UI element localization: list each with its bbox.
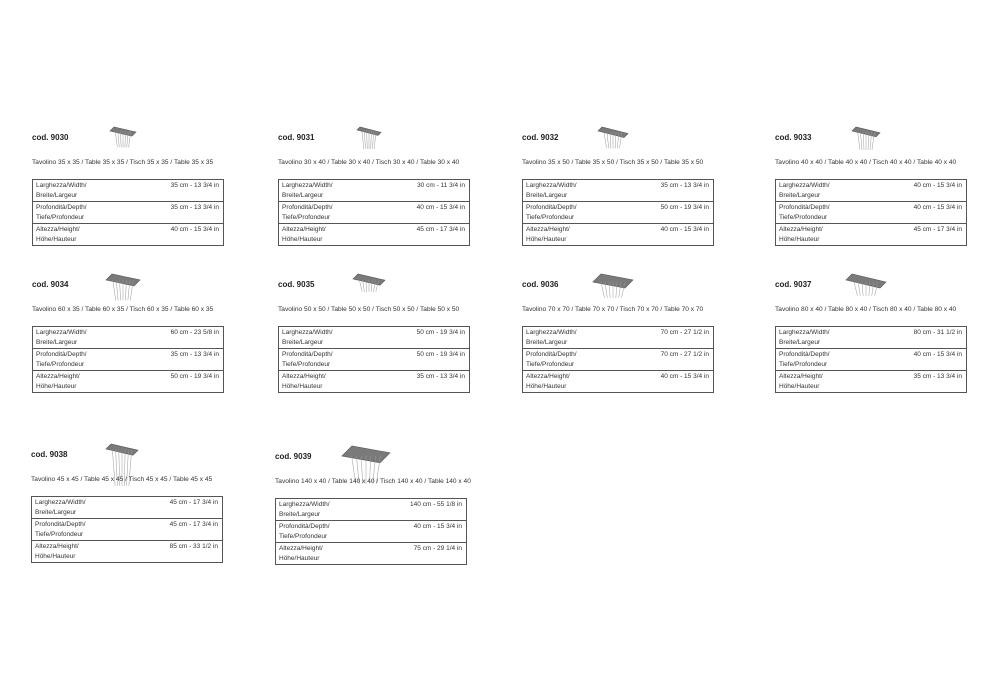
dimension-label	[779, 181, 830, 201]
dimension-label	[279, 500, 330, 520]
table-leg-line	[863, 132, 864, 150]
product-title: Tavolino 70 x 70 / Table 70 x 70 / Tisch 70 x 70 / Table 70 x 70	[522, 306, 704, 313]
dimension-label-line1: Profondità/Depth/	[282, 351, 333, 358]
dimension-row	[279, 327, 469, 349]
dimension-label	[36, 350, 87, 370]
dimension-label-line2: Breite/Largeur	[36, 192, 78, 199]
dimension-label-line1: Altezza/Height/	[779, 373, 823, 380]
dimension-row	[776, 349, 966, 371]
dimension-label-line1: Profondità/Depth/	[36, 351, 87, 358]
dimension-label-line1: Larghezza/Width/	[35, 499, 86, 506]
product-code: cod. 9037	[775, 280, 812, 289]
dimension-value: 40 cm - 15 3/4 in	[913, 351, 962, 358]
dimension-label-line2: Tiefe/Profondeur	[279, 533, 328, 540]
dimension-row	[32, 497, 222, 519]
dimension-label	[526, 328, 577, 348]
dimensions-table	[31, 496, 223, 563]
dimension-row	[776, 327, 966, 349]
dimension-value: 35 cm - 13 3/4 in	[170, 351, 219, 358]
dimension-label-line1: Altezza/Height/	[282, 226, 326, 233]
dimension-row	[279, 224, 469, 245]
dimension-label	[282, 350, 333, 370]
dimension-label	[779, 203, 830, 223]
dimension-label-line1: Altezza/Height/	[526, 373, 570, 380]
dimension-value: 35 cm - 13 3/4 in	[660, 182, 709, 189]
dimension-label-line1: Larghezza/Width/	[282, 182, 333, 189]
dimension-label	[282, 328, 333, 348]
dimension-value: 60 cm - 23 5/8 in	[170, 329, 219, 336]
dimension-row	[33, 371, 223, 392]
dimension-row	[33, 349, 223, 371]
dimension-value: 40 cm - 15 3/4 in	[660, 373, 709, 380]
dimension-label-line1: Larghezza/Width/	[282, 329, 333, 336]
dimensions-table	[522, 179, 714, 246]
dimension-value: 140 cm - 55 1/8 in	[409, 501, 462, 508]
table-leg-line	[858, 282, 860, 296]
dimension-label-line2: Tiefe/Profondeur	[526, 214, 575, 221]
dimension-label-line2: Höhe/Hauteur	[36, 236, 77, 243]
dimension-value: 35 cm - 13 3/4 in	[170, 204, 219, 211]
dimension-value: 70 cm - 27 1/2 in	[660, 329, 709, 336]
dimension-value: 45 cm - 17 3/4 in	[416, 226, 465, 233]
dimension-row	[33, 224, 223, 245]
dimension-row	[776, 224, 966, 245]
dimension-value: 50 cm - 19 3/4 in	[416, 351, 465, 358]
product-code: cod. 9032	[522, 133, 559, 142]
dimension-row	[523, 180, 713, 202]
dimensions-table	[522, 326, 714, 393]
dimension-value: 35 cm - 13 3/4 in	[913, 373, 962, 380]
product-title: Tavolino 140 x 40 / Table 140 x 40 / Tisch 140 x 40 / Table 140 x 40	[275, 478, 471, 485]
dimension-label	[36, 181, 87, 201]
dimension-label-line2: Breite/Largeur	[282, 192, 324, 199]
dimension-label-line2: Höhe/Hauteur	[35, 553, 76, 560]
dimension-label	[35, 498, 86, 518]
product-title: Tavolino 50 x 50 / Table 50 x 50 / Tisch 50 x 50 / Table 50 x 50	[278, 306, 460, 313]
dimension-label	[526, 350, 577, 370]
dimension-label-line1: Profondità/Depth/	[779, 351, 830, 358]
dimension-label-line2: Breite/Largeur	[35, 509, 77, 516]
dimension-label-line2: Tiefe/Profondeur	[779, 361, 828, 368]
product-title: Tavolino 35 x 35 / Table 35 x 35 / Tisch 35 x 35 / Table 35 x 35	[32, 159, 214, 166]
dimension-label-line2: Höhe/Hauteur	[282, 236, 323, 243]
dimension-label-line2: Höhe/Hauteur	[282, 383, 323, 390]
table-leg-line	[359, 280, 362, 292]
dimension-row	[32, 541, 222, 562]
dimension-value: 40 cm - 15 3/4 in	[660, 226, 709, 233]
product-title: Tavolino 60 x 35 / Table 60 x 35 / Tisch 60 x 35 / Table 60 x 35	[32, 306, 214, 313]
dimension-row	[279, 349, 469, 371]
dimension-value: 40 cm - 15 3/4 in	[913, 182, 962, 189]
table-leg-line	[118, 131, 119, 147]
table-leg-line	[858, 132, 860, 150]
table-leg-line	[854, 282, 857, 296]
dimension-label	[779, 350, 830, 370]
dimension-label-line1: Altezza/Height/	[35, 543, 79, 550]
dimension-label-line1: Profondità/Depth/	[526, 351, 577, 358]
product-code: cod. 9038	[31, 450, 68, 459]
table-leg-line	[604, 132, 607, 148]
table-leg-line	[610, 132, 611, 148]
dimension-label-line1: Larghezza/Width/	[779, 329, 830, 336]
dimension-label	[36, 225, 80, 245]
dimensions-table	[275, 498, 467, 565]
dimension-value: 30 cm - 11 3/4 in	[417, 182, 465, 189]
dimension-label-line1: Altezza/Height/	[36, 373, 80, 380]
dimension-label-line1: Larghezza/Width/	[526, 182, 577, 189]
table-leg-line	[367, 131, 368, 149]
product-code: cod. 9031	[278, 133, 315, 142]
product-code: cod. 9035	[278, 280, 315, 289]
dimension-value: 50 cm - 19 3/4 in	[416, 329, 465, 336]
dimension-row	[776, 371, 966, 392]
dimension-row	[776, 180, 966, 202]
dimension-value: 75 cm - 29 1/4 in	[413, 545, 462, 552]
table-leg-line	[364, 131, 365, 149]
dimension-label-line1: Altezza/Height/	[36, 226, 80, 233]
dimension-label-line2: Tiefe/Profondeur	[36, 214, 85, 221]
dimension-label-line1: Profondità/Depth/	[36, 204, 87, 211]
dimension-label	[282, 372, 326, 392]
dimension-value: 50 cm - 19 3/4 in	[660, 204, 709, 211]
table-leg-line	[115, 131, 117, 147]
dimension-row	[33, 180, 223, 202]
dimension-label	[36, 328, 87, 348]
dimensions-table	[278, 179, 470, 246]
product-code: cod. 9039	[275, 452, 312, 461]
dimension-label	[526, 225, 570, 245]
dimension-label-line2: Breite/Largeur	[526, 339, 568, 346]
dimension-label-line1: Larghezza/Width/	[36, 329, 87, 336]
product-code: cod. 9030	[32, 133, 69, 142]
dimension-value: 35 cm - 13 3/4 in	[170, 182, 219, 189]
dimension-label	[282, 225, 326, 245]
dimension-value: 45 cm - 17 3/4 in	[169, 499, 218, 506]
dimension-value: 45 cm - 17 3/4 in	[169, 521, 218, 528]
dimension-label-line2: Breite/Largeur	[279, 511, 321, 518]
dimension-label	[526, 181, 577, 201]
dimension-label	[36, 372, 80, 392]
dimension-row	[279, 371, 469, 392]
dimension-row	[276, 499, 466, 521]
product-title: Tavolino 40 x 40 / Table 40 x 40 / Tisch 40 x 40 / Table 40 x 40	[775, 159, 957, 166]
dimension-label-line2: Höhe/Hauteur	[779, 383, 820, 390]
dimension-label	[35, 520, 86, 540]
dimension-value: 70 cm - 27 1/2 in	[660, 351, 709, 358]
dimensions-table	[32, 326, 224, 393]
table-leg-line	[362, 131, 364, 149]
dimension-row	[33, 202, 223, 224]
dimension-label-line1: Altezza/Height/	[526, 226, 570, 233]
dimension-row	[523, 371, 713, 392]
dimension-label-line2: Tiefe/Profondeur	[35, 531, 84, 538]
dimension-label-line2: Breite/Largeur	[36, 339, 78, 346]
dimension-label-line1: Profondità/Depth/	[279, 523, 330, 530]
dimension-label	[35, 542, 79, 562]
dimension-label-line2: Höhe/Hauteur	[279, 555, 320, 562]
dimension-label	[282, 203, 333, 223]
dimension-value: 40 cm - 15 3/4 in	[413, 523, 462, 530]
dimension-label-line1: Larghezza/Width/	[36, 182, 87, 189]
dimension-row	[523, 224, 713, 245]
dimension-label-line1: Altezza/Height/	[779, 226, 823, 233]
dimension-label	[279, 544, 323, 564]
dimension-label-line1: Larghezza/Width/	[526, 329, 577, 336]
product-code: cod. 9034	[32, 280, 69, 289]
dimensions-table	[775, 326, 967, 393]
dimension-row	[523, 202, 713, 224]
dimension-row	[279, 202, 469, 224]
product-title: Tavolino 35 x 50 / Table 35 x 50 / Tisch 35 x 50 / Table 35 x 50	[522, 159, 704, 166]
dimension-value: 40 cm - 15 3/4 in	[913, 204, 962, 211]
dimension-label-line2: Breite/Largeur	[282, 339, 324, 346]
table-leg-line	[113, 280, 116, 300]
dimension-label-line2: Breite/Largeur	[779, 192, 821, 199]
dimension-label-line1: Altezza/Height/	[279, 545, 323, 552]
dimension-label-line2: Tiefe/Profondeur	[779, 214, 828, 221]
dimension-label-line1: Larghezza/Width/	[779, 182, 830, 189]
dimension-label-line1: Profondità/Depth/	[35, 521, 86, 528]
dimension-label-line2: Höhe/Hauteur	[779, 236, 820, 243]
dimension-row	[32, 519, 222, 541]
table-leg-line	[116, 280, 118, 300]
dimension-row	[776, 202, 966, 224]
table-leg-line	[860, 132, 862, 150]
product-title: Tavolino 80 x 40 / Table 80 x 40 / Tisch 80 x 40 / Table 80 x 40	[775, 306, 957, 313]
dimension-label-line1: Larghezza/Width/	[279, 501, 330, 508]
dimension-value: 80 cm - 31 1/2 in	[913, 329, 962, 336]
dimension-label-line1: Altezza/Height/	[282, 373, 326, 380]
dimension-label	[779, 372, 823, 392]
dimension-label	[779, 225, 823, 245]
product-code: cod. 9036	[522, 280, 559, 289]
dimensions-table	[278, 326, 470, 393]
dimension-value: 50 cm - 19 3/4 in	[170, 373, 219, 380]
dimension-label-line2: Höhe/Hauteur	[526, 236, 567, 243]
table-leg-line	[607, 132, 609, 148]
product-title: Tavolino 45 x 45 / Table 45 x 45 / Tisch 45 x 45 / Table 45 x 45	[31, 476, 213, 483]
product-code: cod. 9033	[775, 133, 812, 142]
dimension-label	[36, 203, 87, 223]
dimension-row	[276, 521, 466, 543]
dimension-label-line2: Höhe/Hauteur	[526, 383, 567, 390]
dimension-label-line2: Breite/Largeur	[526, 192, 568, 199]
dimension-value: 85 cm - 33 1/2 in	[169, 543, 218, 550]
product-title: Tavolino 30 x 40 / Table 30 x 40 / Tisch 30 x 40 / Table 30 x 40	[278, 159, 460, 166]
dimension-row	[279, 180, 469, 202]
dimension-label-line2: Tiefe/Profondeur	[282, 214, 331, 221]
dimension-label	[526, 372, 570, 392]
dimension-label	[279, 522, 330, 542]
dimension-value: 40 cm - 15 3/4 in	[416, 204, 465, 211]
dimension-label-line2: Höhe/Hauteur	[36, 383, 77, 390]
dimension-label-line1: Profondità/Depth/	[526, 204, 577, 211]
dimension-label	[526, 203, 577, 223]
dimension-value: 40 cm - 15 3/4 in	[170, 226, 219, 233]
dimension-label-line2: Tiefe/Profondeur	[526, 361, 575, 368]
dimensions-table	[775, 179, 967, 246]
dimension-row	[523, 327, 713, 349]
dimension-label-line2: Tiefe/Profondeur	[36, 361, 85, 368]
dimension-label-line2: Tiefe/Profondeur	[282, 361, 331, 368]
dimension-label-line1: Profondità/Depth/	[282, 204, 333, 211]
dimension-row	[523, 349, 713, 371]
dimension-row	[276, 543, 466, 564]
dimension-row	[33, 327, 223, 349]
dimension-label	[779, 328, 830, 348]
dimension-label	[282, 181, 333, 201]
dimension-label-line2: Breite/Largeur	[779, 339, 821, 346]
dimensions-table	[32, 179, 224, 246]
dimension-value: 45 cm - 17 3/4 in	[913, 226, 962, 233]
dimension-value: 35 cm - 13 3/4 in	[416, 373, 465, 380]
dimension-label-line1: Profondità/Depth/	[779, 204, 830, 211]
